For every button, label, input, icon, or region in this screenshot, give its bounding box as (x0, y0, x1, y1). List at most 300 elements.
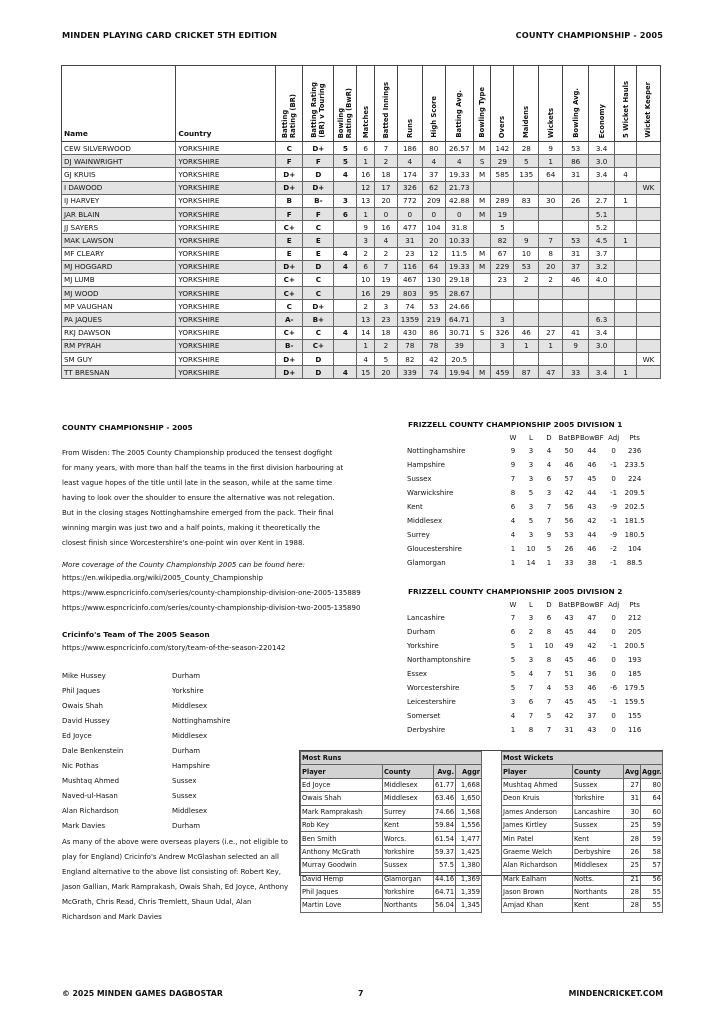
squad-cell: E (276, 247, 303, 260)
squad-cell (491, 300, 514, 313)
squad-cell: 1 (357, 155, 375, 168)
squad-cell (514, 353, 539, 366)
squad-col-header (303, 66, 334, 142)
league-cell: 4 (546, 461, 552, 469)
squad-cell: 7 (539, 234, 563, 247)
division2-table (407, 599, 646, 737)
squad-cell: D+ (276, 366, 303, 379)
stats-cell: 1,668 (456, 778, 482, 791)
league-cell: 46 (587, 461, 597, 469)
squad-cell: C+ (303, 339, 334, 352)
squad-cell: MJ WOOD (62, 287, 176, 300)
league-cell: 5 (510, 684, 516, 692)
league-cell: 45 (564, 628, 574, 636)
squad-cell (539, 221, 563, 234)
squad-cell: 29 (491, 155, 514, 168)
stats-cell: 1,345 (456, 899, 482, 912)
league-cell: 44 (587, 628, 597, 636)
squad-cell: 20.5 (445, 353, 473, 366)
squad-cell (514, 207, 539, 220)
squad-cell: 26 (563, 194, 589, 207)
squad-cell: 142 (491, 142, 514, 155)
squad-row (62, 142, 661, 155)
squad-cell: 62 (422, 181, 445, 194)
squad-cell: 31.8 (445, 221, 473, 234)
stats-cell: Northants (573, 885, 624, 898)
squad-cell (491, 181, 514, 194)
squad-cell: 31 (563, 168, 589, 181)
squad-cell: 28.67 (445, 287, 473, 300)
squad-col-header (473, 66, 491, 142)
team-player: Nic Pothas (62, 762, 99, 770)
league-row (407, 625, 646, 639)
league-col-header: D (546, 434, 552, 442)
league-cell: 3 (528, 461, 534, 469)
squad-cell: 12 (357, 181, 375, 194)
league-cell: 193 (627, 656, 642, 664)
squad-cell: YORKSHIRE (176, 313, 276, 326)
squad-cell: 10 (357, 273, 375, 286)
division1-table (407, 432, 646, 570)
squad-cell: JJ SAYERS (62, 221, 176, 234)
squad-cell: YORKSHIRE (176, 221, 276, 234)
squad-cell (514, 300, 539, 313)
stats-col-header: County (573, 765, 624, 778)
squad-cell (334, 353, 357, 366)
coverage-link[interactable]: https://www.espncricinfo.com/series/county-championship-division-two-2005-135890 (62, 604, 361, 612)
squad-cell: 1 (615, 366, 637, 379)
squad-row (62, 207, 661, 220)
squad-cell: 29 (374, 287, 397, 300)
league-cell: 6 (546, 475, 552, 483)
league-cell: 42 (564, 489, 574, 497)
stats-row (502, 805, 663, 818)
squad-cell (334, 300, 357, 313)
squad-cell (615, 155, 637, 168)
squad-cell: 229 (491, 260, 514, 273)
league-cell: 26 (564, 545, 574, 553)
stats-cell: Worcs. (383, 832, 434, 845)
squad-cell: YORKSHIRE (176, 181, 276, 194)
squad-cell: 28 (514, 142, 539, 155)
squad-cell: MJ HOGGARD (62, 260, 176, 273)
squad-cell (636, 142, 660, 155)
league-cell: 46 (564, 461, 574, 469)
league-team: Gloucestershire (407, 545, 462, 553)
squad-cell: 53 (563, 142, 589, 155)
league-team: Lancashire (407, 614, 445, 622)
stats-cell: Northants (383, 899, 434, 912)
squad-cell: YORKSHIRE (176, 339, 276, 352)
squad-cell: F (303, 155, 334, 168)
squad-cell (491, 353, 514, 366)
squad-cell: MP VAUGHAN (62, 300, 176, 313)
stats-cell: Middlesex (573, 859, 624, 872)
squad-cell: 29.18 (445, 273, 473, 286)
squad-cell: E (303, 247, 334, 260)
squad-cell: 37 (422, 168, 445, 181)
stats-cell: 57.5 (434, 859, 456, 872)
squad-cell (473, 273, 491, 286)
squad-cell: 31 (397, 234, 422, 247)
stats-cell: Amjad Khan (502, 899, 573, 912)
squad-cell: DJ WAINWRIGHT (62, 155, 176, 168)
stats-cell: 1,568 (456, 805, 482, 818)
league-cell: 179.5 (624, 684, 645, 692)
squad-cell: 1 (615, 234, 637, 247)
squad-cell: 219 (422, 313, 445, 326)
squad-cell: 3.0 (589, 155, 615, 168)
stats-cell: David Hemp (301, 872, 383, 885)
squad-cell: 6 (357, 260, 375, 273)
squad-col-header (539, 66, 563, 142)
squad-cell (615, 181, 637, 194)
league-col-header: Adj (608, 434, 620, 442)
league-team: Yorkshire (407, 642, 439, 650)
footer-website[interactable]: MINDENCRICKET.COM (568, 989, 663, 998)
league-cell: 7 (510, 475, 516, 483)
stats-cell: 21 (624, 872, 641, 885)
squad-cell: 67 (491, 247, 514, 260)
stats-col-header: Avg (624, 765, 641, 778)
closing-line: Richardson and Mark Davies (62, 913, 162, 921)
squad-cell: 772 (397, 194, 422, 207)
league-cell: 7 (546, 670, 552, 678)
squad-cell: 4 (334, 168, 357, 181)
league-cell: 6 (528, 698, 534, 706)
squad-cell: YORKSHIRE (176, 273, 276, 286)
squad-cell (636, 366, 660, 379)
squad-cell: 20 (374, 366, 397, 379)
league-cell: 236 (627, 447, 642, 455)
squad-cell: YORKSHIRE (176, 260, 276, 273)
squad-cell: 5 (334, 155, 357, 168)
league-header-row (407, 432, 646, 444)
squad-cell: 33 (563, 366, 589, 379)
squad-cell: YORKSHIRE (176, 353, 276, 366)
division2-title: FRIZZELL COUNTY CHAMPIONSHIP 2005 DIVISION 2 (408, 587, 623, 596)
squad-cell: 37 (563, 260, 589, 273)
league-col-header: W (509, 434, 517, 442)
squad-cell: GJ KRUIS (62, 168, 176, 181)
squad-cell: 3.4 (589, 168, 615, 181)
squad-cell (636, 247, 660, 260)
squad-col-header: Name (62, 66, 176, 142)
squad-cell: 9 (563, 339, 589, 352)
squad-row (62, 366, 661, 379)
squad-cell: 30 (539, 194, 563, 207)
squad-cell: D+ (276, 260, 303, 273)
league-cell: 88.5 (626, 559, 643, 567)
squad-col-header (357, 66, 375, 142)
league-cell: 5 (510, 656, 516, 664)
squad-cell: 11.5 (445, 247, 473, 260)
squad-cell: 3.2 (589, 260, 615, 273)
squad-cell (636, 207, 660, 220)
squad-cell: 104 (422, 221, 445, 234)
squad-cell (615, 300, 637, 313)
stats-cell: 1,650 (456, 792, 482, 805)
stats-cell: 1,425 (456, 845, 482, 858)
league-cell: 45 (564, 656, 574, 664)
squad-cell: 2 (374, 339, 397, 352)
league-cell: 180.5 (624, 531, 645, 539)
league-row (407, 444, 646, 458)
league-cell: 33 (564, 559, 574, 567)
squad-cell: 174 (397, 168, 422, 181)
closing-line: Jason Gallian, Mark Ramprakash, Owais Shah, Ed Joyce, Anthony (62, 883, 289, 891)
league-cell: 3 (528, 447, 534, 455)
squad-row (62, 339, 661, 352)
stats-cell: 31 (624, 792, 641, 805)
league-cell: 8 (528, 726, 534, 734)
league-cell: 3 (528, 614, 534, 622)
squad-cell (563, 300, 589, 313)
squad-cell: 82 (397, 353, 422, 366)
league-cell: 6 (510, 503, 516, 511)
squad-cell: YORKSHIRE (176, 168, 276, 181)
squad-cell (636, 273, 660, 286)
stats-cell: 59.37 (434, 845, 456, 858)
league-cell: 53 (564, 684, 574, 692)
squad-cell: S (473, 155, 491, 168)
league-cell: 224 (627, 475, 642, 483)
page-header-left: MINDEN PLAYING CARD CRICKET 5TH EDITION (62, 30, 278, 40)
squad-cell: M (473, 260, 491, 273)
stats-cell: James Kirtley (502, 818, 573, 831)
squad-cell: PA JAQUES (62, 313, 176, 326)
league-cell: 7 (528, 712, 534, 720)
squad-cell: 53 (514, 260, 539, 273)
squad-cell: F (276, 155, 303, 168)
squad-cell: 459 (491, 366, 514, 379)
team-member (62, 669, 230, 684)
stats-row (502, 859, 663, 872)
squad-cell: 64 (539, 168, 563, 181)
league-cell: 202.5 (624, 503, 645, 511)
squad-cell: 1359 (397, 313, 422, 326)
squad-cell: D+ (303, 142, 334, 155)
squad-cell: B- (303, 194, 334, 207)
squad-cell: 3.4 (589, 366, 615, 379)
stats-row (502, 832, 663, 845)
league-team: Nottinghamshire (407, 447, 466, 455)
team-county: Sussex (172, 777, 197, 785)
team-member (62, 699, 230, 714)
league-header-blank (407, 432, 504, 444)
squad-cell: 2.7 (589, 194, 615, 207)
stats-cell: Glamorgan (383, 872, 434, 885)
league-cell: 45 (587, 698, 597, 706)
stats-row (502, 885, 663, 898)
league-row (407, 667, 646, 681)
league-cell: 159.5 (624, 698, 645, 706)
squad-cell: 46 (563, 273, 589, 286)
squad-cell: 2 (374, 155, 397, 168)
league-cell: 104 (627, 545, 642, 553)
squad-cell: IJ HARVEY (62, 194, 176, 207)
squad-cell: C+ (276, 326, 303, 339)
squad-cell: 4 (397, 155, 422, 168)
team-member (62, 804, 230, 819)
stats-cell: Yorkshire (383, 885, 434, 898)
squad-cell (615, 142, 637, 155)
squad-cell (491, 287, 514, 300)
squad-cell: F (303, 207, 334, 220)
league-cell: 212 (627, 614, 642, 622)
stats-cell: 28 (624, 885, 641, 898)
squad-col-header-label: High Score (429, 96, 438, 138)
squad-col-header (491, 66, 514, 142)
squad-cell: 42.88 (445, 194, 473, 207)
squad-cell: 9 (357, 221, 375, 234)
squad-col-header-label: Matches (361, 105, 370, 138)
league-cell: 6 (546, 614, 552, 622)
league-cell: 4 (528, 670, 534, 678)
squad-cell (539, 353, 563, 366)
squad-cell: 3.7 (589, 247, 615, 260)
league-cell: 4 (510, 712, 516, 720)
squad-row (62, 155, 661, 168)
squad-cell: 19.94 (445, 366, 473, 379)
team-county: Sussex (172, 792, 197, 800)
squad-col-header-label: Bowling Rating (BwR) (337, 87, 354, 138)
squad-row (62, 247, 661, 260)
squad-cell: 1 (539, 339, 563, 352)
team-county: Middlesex (172, 702, 208, 710)
squad-col-header-label: Batting Avg. (455, 90, 464, 138)
squad-cell: 42 (422, 353, 445, 366)
team-player: Alan Richardson (62, 807, 119, 815)
squad-cell: 18 (374, 168, 397, 181)
league-row (407, 639, 646, 653)
league-header-row (407, 599, 646, 611)
team-county: Durham (172, 822, 201, 830)
squad-cell: YORKSHIRE (176, 326, 276, 339)
squad-cell: 14 (357, 326, 375, 339)
squad-cell: 5.1 (589, 207, 615, 220)
stats-cell: Deon Kruis (502, 792, 573, 805)
league-cell: 5 (546, 712, 552, 720)
league-cell: 4 (546, 447, 552, 455)
league-cell: 4 (510, 531, 516, 539)
footer-copyright: © 2025 MINDEN GAMES DAGBOSTAR (62, 989, 223, 998)
team-link[interactable]: https://www.espncricinfo.com/story/team-of-the-season-220142 (62, 644, 286, 652)
squad-cell: 1 (357, 207, 375, 220)
stats-cell: Min Patel (502, 832, 573, 845)
squad-cell: 4 (334, 247, 357, 260)
squad-cell: RM PYRAH (62, 339, 176, 352)
squad-cell: 3.4 (589, 142, 615, 155)
stats-header-row (502, 765, 663, 778)
article-line: From Wisden: The 2005 County Championship produced the tensest dogfight (62, 449, 333, 457)
squad-cell: 116 (397, 260, 422, 273)
league-cell: 0 (611, 447, 616, 455)
squad-cell: 30.71 (445, 326, 473, 339)
squad-cell: 130 (422, 273, 445, 286)
league-team: Durham (407, 628, 436, 636)
league-cell: 50 (564, 447, 574, 455)
stats-col-header: Aggr (456, 765, 482, 778)
league-cell: 46 (587, 545, 597, 553)
squad-cell: 19.33 (445, 260, 473, 273)
squad-cell (615, 207, 637, 220)
team-player: Mark Davies (62, 822, 106, 830)
squad-cell: M (473, 142, 491, 155)
league-cell: 185 (627, 670, 642, 678)
squad-cell: 64.71 (445, 313, 473, 326)
stats-cell: 61.54 (434, 832, 456, 845)
squad-cell: MJ LUMB (62, 273, 176, 286)
article-line: for many years, with more than half the teams in the first division harbouring at (62, 464, 344, 472)
league-cell: 0 (611, 475, 616, 483)
stats-title: Most Wickets (502, 752, 663, 765)
squad-cell: YORKSHIRE (176, 247, 276, 260)
league-cell: 0 (611, 670, 616, 678)
squad-cell (636, 168, 660, 181)
stats-cell: 30 (624, 805, 641, 818)
squad-col-header-label: Batting Rating (BR) v Touring (310, 82, 327, 138)
squad-cell: 5 (334, 142, 357, 155)
article-line: But in the closing stages Nottinghamshire emerged from the pack. Their final (62, 509, 334, 517)
stats-title-row (301, 752, 482, 765)
league-col-header: BatBP (558, 434, 580, 442)
coverage-link[interactable]: https://en.wikipedia.org/wiki/2005_County_Championship (62, 574, 264, 582)
stats-cell: 74.66 (434, 805, 456, 818)
page-number: 7 (358, 989, 364, 998)
squad-col-header (276, 66, 303, 142)
squad-cell: M (473, 207, 491, 220)
stats-col-header: Avg. (434, 765, 456, 778)
squad-cell (539, 207, 563, 220)
squad-col-header (589, 66, 615, 142)
squad-cell: C (276, 300, 303, 313)
squad-cell: YORKSHIRE (176, 234, 276, 247)
league-cell: 155 (627, 712, 642, 720)
squad-cell: 13 (357, 194, 375, 207)
league-cell: 3 (528, 503, 534, 511)
squad-cell (514, 221, 539, 234)
squad-cell: D+ (276, 168, 303, 181)
squad-cell (563, 287, 589, 300)
coverage-link[interactable]: https://www.espncricinfo.com/series/county-championship-division-one-2005-135889 (62, 589, 361, 597)
league-cell: 0 (611, 614, 616, 622)
squad-col-header (445, 66, 473, 142)
league-cell: 1 (510, 559, 516, 567)
league-team: Kent (407, 503, 423, 511)
squad-cell: 5 (514, 155, 539, 168)
league-col-header: W (509, 601, 517, 609)
squad-cell: 46 (514, 326, 539, 339)
squad-cell (615, 339, 637, 352)
stats-cell: 1,359 (456, 885, 482, 898)
squad-cell (636, 260, 660, 273)
squad-cell (473, 313, 491, 326)
league-cell: 9 (510, 461, 516, 469)
league-row (407, 500, 646, 514)
closing-line: England alternative to the above list consisting of: Robert Key, (62, 868, 281, 876)
squad-cell: 0 (374, 207, 397, 220)
coverage-note: More coverage of the County Championship 2005 can be found here: (62, 561, 305, 569)
league-team: Surrey (407, 531, 430, 539)
league-cell: 49 (564, 642, 574, 650)
squad-cell: D+ (303, 300, 334, 313)
league-team: Glamorgan (407, 559, 446, 567)
squad-cell: 1 (615, 194, 637, 207)
stats-cell: 63.46 (434, 792, 456, 805)
squad-cell (636, 326, 660, 339)
stats-cell: 1,380 (456, 859, 482, 872)
